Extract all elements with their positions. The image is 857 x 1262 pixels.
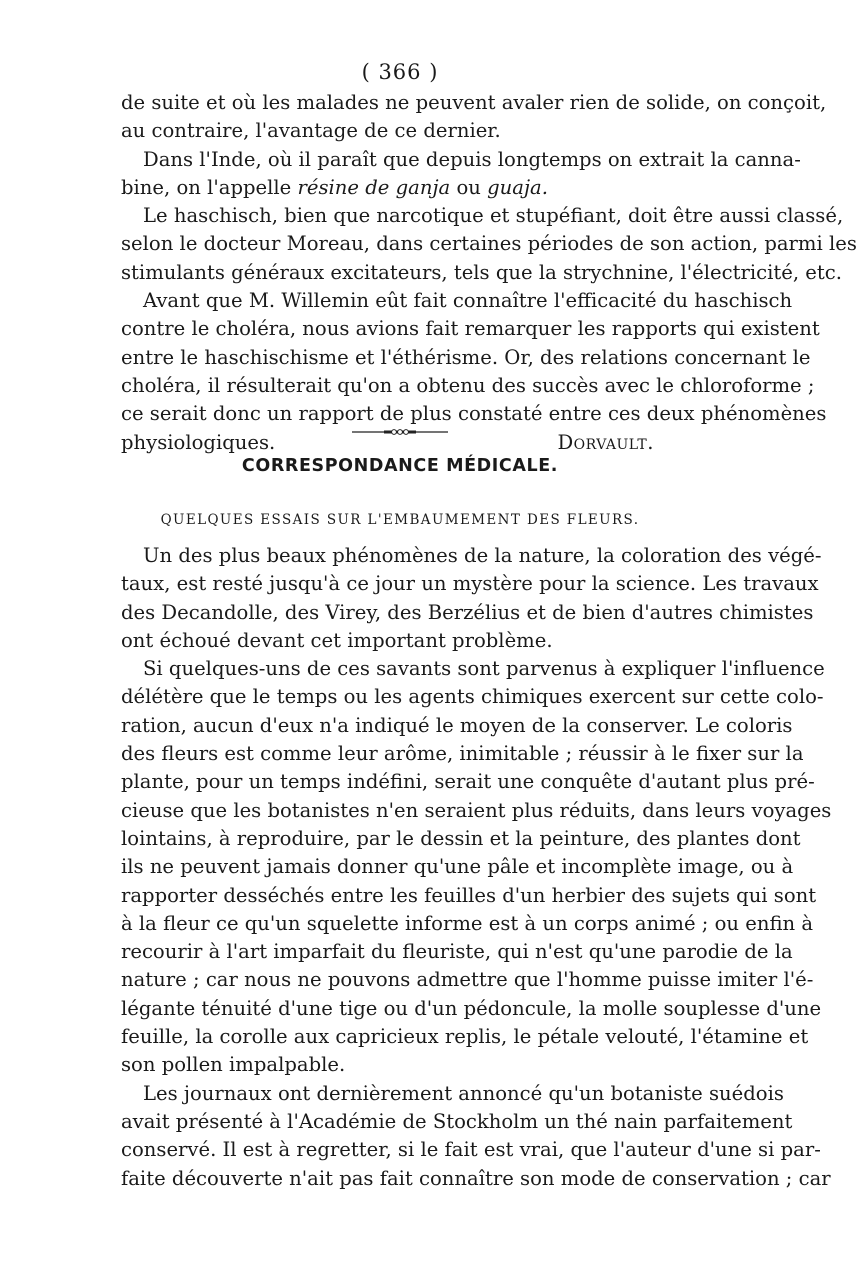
ornament-divider	[350, 428, 450, 436]
text-line: Un des plus beaux phénomènes de la nature, la coloration des végé-	[143, 544, 822, 567]
section-title: CORRESPONDANCE MÉDICALE.	[241, 456, 559, 476]
text-line: faite découverte n'ait pas fait connaître son mode de conservation ; car	[121, 1166, 831, 1190]
italic-term: guaja.	[487, 175, 548, 199]
text-line: des fleurs est comme leur arôme, inimitable ; réussir à le fixer sur la	[121, 742, 804, 766]
text-line: Si quelques-uns de ces savants sont parvenus à expliquer l'influence	[143, 657, 825, 681]
author-signature: Dorvault.	[557, 430, 654, 454]
text-line: taux, est resté jusqu'à ce jour un mystère pour la science. Les travaux	[121, 572, 819, 596]
text-line: à la fleur ce qu'un squelette informe est à un corps animé ; ou enfin à	[121, 911, 814, 935]
text-line: rapporter desséchés entre les feuilles d'un herbier des sujets qui sont	[121, 883, 817, 907]
text-line: lointains, à reproduire, par le dessin et la peinture, des plantes dont	[121, 826, 801, 850]
text-line: plante, pour un temps indéfini, serait une conquête d'autant plus pré-	[121, 770, 815, 794]
text-line: choléra, il résulterait qu'on a obtenu des succès avec le chloroforme ;	[121, 373, 815, 397]
text-line: ce serait donc un rapport de plus constaté entre ces deux phénomènes	[121, 402, 827, 426]
text-line: ils ne peuvent jamais donner qu'une pâle et incomplète image, ou à	[121, 855, 794, 879]
text-line: délétère que le temps ou les agents chimiques exercent sur cette colo-	[121, 685, 824, 709]
text-line: avait présenté à l'Académie de Stockholm un thé nain parfaitement	[121, 1109, 793, 1133]
text-fragment: bine, on l'appelle	[121, 175, 292, 199]
text-line: Les journaux ont dernièrement annoncé qu'un botaniste suédois	[143, 1081, 784, 1105]
text-line: stimulants généraux excitateurs, tels que la strychnine, l'électricité, etc.	[121, 260, 842, 284]
article-body	[121, 542, 832, 1193]
text-line: de suite et où les malades ne peuvent avaler rien de solide, on conçoit,	[121, 91, 827, 114]
text-line: Le haschisch, bien que narcotique et stupéfiant, doit être aussi classé,	[143, 204, 844, 228]
text-fragment: ou	[456, 175, 481, 199]
text-line: entre le haschischisme et l'éthérisme. Or, des relations concernant le	[121, 345, 811, 369]
text-line: ration, aucun d'eux n'a indiqué le moyen de la conserver. Le coloris	[121, 713, 793, 737]
text-line: conservé. Il est à regretter, si le fait est vrai, que l'auteur d'une si par-	[121, 1138, 821, 1162]
text-line: selon le docteur Moreau, dans certaines périodes de son action, parmi les	[121, 232, 857, 256]
text-line: contre le choléra, nous avions fait remarquer les rapports qui existent	[121, 317, 820, 341]
article-subtitle: QUELQUES ESSAIS SUR L'EMBAUMEMENT DES FLEURS.	[160, 512, 640, 528]
text-line: ont échoué devant cet important problème.	[121, 628, 553, 652]
text-line: recourir à l'art imparfait du fleuriste, qui n'est qu'une parodie de la	[121, 940, 793, 964]
text-line: Avant que M. Willemin eût fait connaître l'efficacité du haschisch	[143, 289, 793, 313]
top-text-block	[121, 89, 857, 457]
text-line: au contraire, l'avantage de ce dernier.	[121, 119, 501, 143]
italic-term: résine de ganja	[297, 175, 451, 199]
text-line: légante ténuité d'une tige ou d'un pédoncule, la molle souplesse d'une	[121, 996, 822, 1020]
page-number: ( 366 )	[361, 60, 439, 84]
text-line: feuille, la corolle aux capricieux replis, le pétale velouté, l'étamine et	[121, 1025, 809, 1049]
text-line: nature ; car nous ne pouvons admettre que l'homme puisse imiter l'é-	[121, 968, 814, 992]
text-line: Dans l'Inde, où il paraît que depuis longtemps on extrait la canna-	[143, 147, 801, 171]
text-line: son pollen impalpable.	[121, 1053, 346, 1077]
text-line: cieuse que les botanistes n'en seraient plus réduits, dans leurs voyages	[121, 798, 832, 822]
text-line: des Decandolle, des Virey, des Berzélius et de bien d'autres chimistes	[121, 600, 814, 624]
text-fragment: physiologiques.	[121, 430, 276, 454]
text-line	[121, 174, 672, 202]
